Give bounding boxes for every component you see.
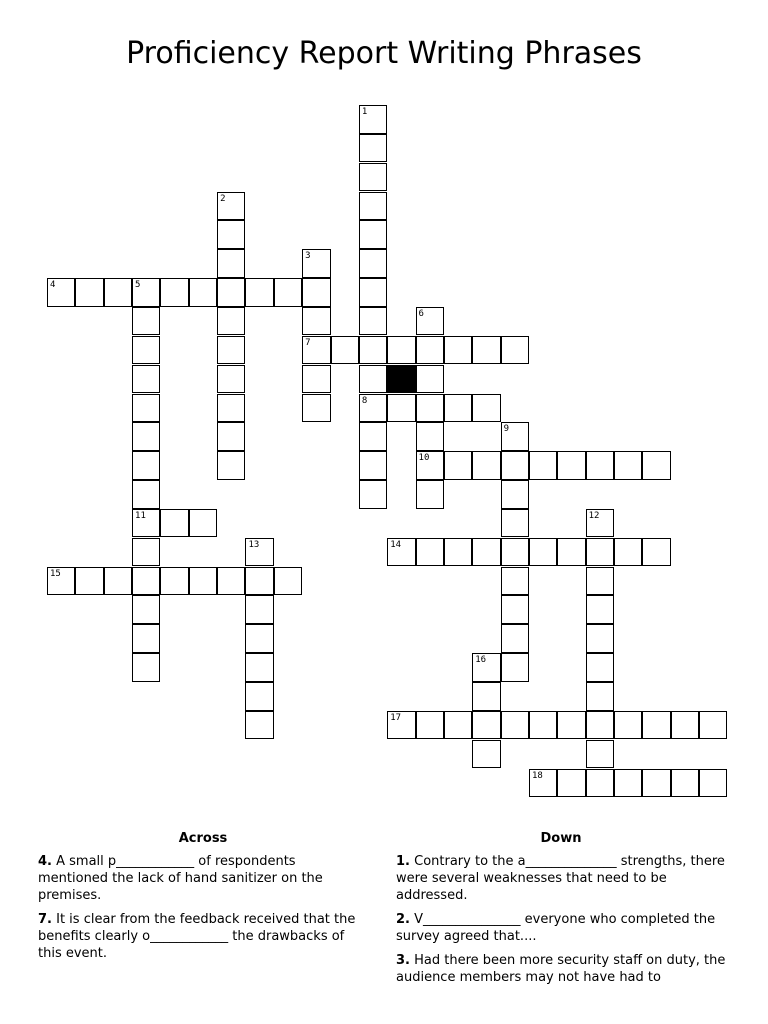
grid-cell[interactable] [189,509,217,538]
grid-cell[interactable] [472,682,500,711]
grid-cell[interactable] [444,336,472,365]
grid-cell[interactable] [501,595,529,624]
grid-cell[interactable] [132,480,160,509]
clue-number-label: 11 [135,510,146,521]
grid-cell[interactable] [444,538,472,567]
black-square [387,365,415,394]
grid-cell[interactable] [416,307,444,336]
grid-cell[interactable] [302,336,330,365]
grid-cell[interactable] [217,192,245,221]
grid-cell[interactable] [614,538,642,567]
clue-number: 2. [396,912,410,927]
grid-cell[interactable] [189,567,217,596]
clue-number-label: 18 [531,770,543,781]
grid-cell[interactable] [132,509,160,538]
clue-number-label: 1 [361,107,368,117]
clue-number: 1. [396,854,410,869]
clue-number-label: 14 [390,539,402,550]
grid-cell[interactable] [245,624,273,653]
grid-cell[interactable] [274,278,302,307]
grid-cell[interactable] [614,711,642,740]
grid-cell[interactable] [642,711,670,740]
clue-across-4 [38,853,368,904]
grid-cell[interactable] [75,567,103,596]
grid-cell[interactable] [359,278,387,307]
grid-cell[interactable] [671,769,699,798]
grid-cell[interactable] [416,480,444,509]
grid-cell[interactable] [472,451,500,480]
grid-cell[interactable] [217,220,245,249]
grid-cell[interactable] [217,307,245,336]
grid-cell[interactable] [132,567,160,596]
grid-cell[interactable] [557,451,585,480]
grid-cell[interactable] [416,336,444,365]
grid-cell[interactable] [132,595,160,624]
clue-across-7 [38,911,368,962]
clue-number-label: 6 [418,308,424,319]
grid-cell[interactable] [416,711,444,740]
grid-cell[interactable] [501,538,529,567]
grid-cell[interactable] [586,682,614,711]
grid-cell[interactable] [472,711,500,740]
grid-cell[interactable] [586,769,614,798]
grid-cell[interactable] [501,711,529,740]
clue-number-label: 7 [305,337,311,348]
grid-cell[interactable] [359,163,387,192]
grid-cell[interactable] [614,769,642,798]
grid-cell[interactable] [472,740,500,769]
grid-cell[interactable] [359,422,387,451]
clue-number-label: 8 [361,395,368,406]
across-clues [38,830,368,969]
clue-down-1 [396,853,726,904]
grid-cell[interactable] [245,711,273,740]
grid-cell[interactable] [472,538,500,567]
grid-cell[interactable] [104,278,132,307]
clue-number: 3. [396,953,410,968]
grid-cell[interactable] [501,653,529,682]
grid-cell[interactable] [302,249,330,278]
grid-cell[interactable] [642,451,670,480]
across-heading: Across [178,831,228,846]
grid-cell[interactable] [302,365,330,394]
grid-cell[interactable] [416,422,444,451]
grid-cell[interactable] [444,711,472,740]
grid-cell[interactable] [359,480,387,509]
down-heading: Down [540,831,582,846]
grid-cell[interactable] [132,624,160,653]
clue-text: A small p____________ of respondents mentioned the lack of hand sanitizer on the premises. [38,854,323,903]
clue-number-label: 12 [588,510,600,521]
grid-cell[interactable] [217,336,245,365]
clue-number: 4. [38,854,52,869]
clue-number-label: 15 [50,568,61,579]
grid-cell[interactable] [416,538,444,567]
clue-number-label: 5 [135,280,141,291]
grid-cell[interactable] [47,567,75,596]
grid-cell[interactable] [245,567,273,596]
grid-cell[interactable] [586,624,614,653]
grid-cell[interactable] [387,538,415,567]
grid-cell[interactable] [75,278,103,307]
grid-cell[interactable] [274,567,302,596]
clue-number-label: 13 [248,539,260,550]
grid-cell[interactable] [472,394,500,423]
grid-cell[interactable] [586,538,614,567]
grid-cell[interactable] [642,538,670,567]
grid-cell[interactable] [359,336,387,365]
grid-cell[interactable] [529,711,557,740]
grid-cell[interactable] [132,365,160,394]
grid-cell[interactable] [529,769,557,798]
grid-cell[interactable] [444,394,472,423]
grid-cell[interactable] [529,538,557,567]
grid-cell[interactable] [557,769,585,798]
clue-text: V_______________ everyone who completed the survey agreed that.... [396,912,716,944]
clue-text: It is clear from the feedback received that the benefits clearly o____________ the drawbacks of this event. [38,912,356,961]
grid-cell[interactable] [586,595,614,624]
grid-cell[interactable] [501,480,529,509]
grid-cell[interactable] [699,711,727,740]
grid-cell[interactable] [614,451,642,480]
grid-cell[interactable] [359,307,387,336]
grid-cell[interactable] [586,653,614,682]
grid-cell[interactable] [132,278,160,307]
grid-cell[interactable] [557,711,585,740]
clue-text: Contrary to the a______________ strengths, there were several weaknesses that need to be addressed. [396,854,725,903]
grid-cell[interactable] [642,769,670,798]
grid-cell[interactable] [359,192,387,221]
grid-cell[interactable] [387,711,415,740]
grid-cell[interactable] [472,653,500,682]
grid-cell[interactable] [501,451,529,480]
grid-cell[interactable] [217,249,245,278]
clue-number-label: 2 [220,193,226,204]
grid-cell[interactable] [245,278,273,307]
grid-cell[interactable] [217,278,245,307]
clue-number-label: 4 [50,280,56,291]
grid-cell[interactable] [557,538,585,567]
grid-cell[interactable] [359,365,387,394]
grid-cell[interactable] [160,509,188,538]
grid-cell[interactable] [132,422,160,451]
grid-cell[interactable] [217,567,245,596]
grid-cell[interactable] [501,509,529,538]
grid-cell[interactable] [586,451,614,480]
clue-number-label: 10 [418,453,430,464]
clue-down-3 [396,952,726,986]
page-title: Proficiency Report Writing Phrases [126,36,642,71]
grid-cell[interactable] [501,567,529,596]
grid-cell[interactable] [359,249,387,278]
grid-cell[interactable] [699,769,727,798]
grid-cell[interactable] [671,711,699,740]
grid-cell[interactable] [302,278,330,307]
grid-cell[interactable] [132,538,160,567]
grid-cell[interactable] [501,422,529,451]
grid-cell[interactable] [217,451,245,480]
clue-number-label: 9 [503,424,510,435]
grid-cell[interactable] [302,307,330,336]
grid-cell[interactable] [416,394,444,423]
clue-number-label: 17 [390,712,402,723]
grid-cell[interactable] [132,394,160,423]
grid-cell[interactable] [359,134,387,163]
grid-cell[interactable] [359,220,387,249]
grid-cell[interactable] [132,451,160,480]
grid-cell[interactable] [501,624,529,653]
grid-cell[interactable] [302,394,330,423]
clue-number-label: 16 [475,655,487,666]
grid-cell[interactable] [104,567,132,596]
grid-cell[interactable] [359,451,387,480]
grid-cell[interactable] [359,394,387,423]
grid-cell[interactable] [444,451,472,480]
grid-cell[interactable] [387,394,415,423]
grid-cell[interactable] [245,682,273,711]
grid-cell[interactable] [217,422,245,451]
grid-cell[interactable] [217,365,245,394]
grid-cell[interactable] [217,394,245,423]
grid-cell[interactable] [331,336,359,365]
grid-cell[interactable] [586,711,614,740]
grid-cell[interactable] [132,653,160,682]
grid-cell[interactable] [160,278,188,307]
grid-cell[interactable] [472,336,500,365]
grid-cell[interactable] [47,278,75,307]
grid-cell[interactable] [160,567,188,596]
grid-cell[interactable] [245,595,273,624]
grid-cell[interactable] [359,105,387,134]
grid-cell[interactable] [529,451,557,480]
clue-number: 7. [38,912,52,927]
grid-cell[interactable] [189,278,217,307]
grid-cell[interactable] [245,653,273,682]
grid-cell[interactable] [586,509,614,538]
grid-cell[interactable] [416,365,444,394]
grid-cell[interactable] [132,336,160,365]
grid-cell[interactable] [501,336,529,365]
grid-cell[interactable] [586,567,614,596]
grid-cell[interactable] [416,451,444,480]
grid-cell[interactable] [586,740,614,769]
clue-text: Had there been more security staff on duty, the audience members may not have had to [396,953,726,985]
grid-cell[interactable] [132,307,160,336]
clue-down-2 [396,911,726,945]
grid-cell[interactable] [245,538,273,567]
grid-cell[interactable] [387,336,415,365]
down-clues [396,830,726,993]
clue-number-label: 3 [305,251,311,262]
